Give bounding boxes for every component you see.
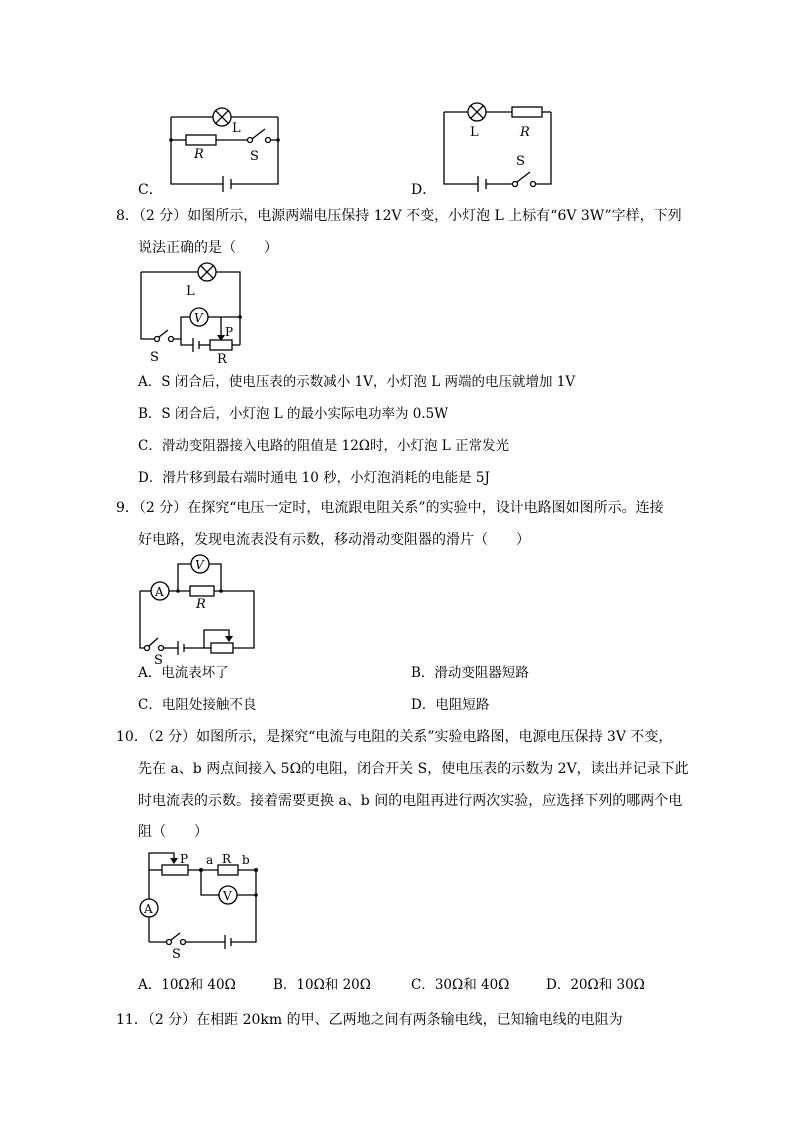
- rheostat-r-label: R: [217, 352, 227, 367]
- voltmeter-v-label: V: [223, 889, 232, 903]
- q10-option-d[interactable]: D．20Ω和 30Ω: [546, 977, 645, 993]
- resistor-r-label: R: [196, 597, 206, 612]
- point-b-label: b: [242, 853, 250, 867]
- slider-p-label: P: [225, 325, 234, 339]
- switch-s-label: S: [516, 154, 525, 169]
- switch-s-label: S: [250, 149, 259, 164]
- ammeter-a-label: A: [155, 585, 164, 599]
- option-c-label: C．: [138, 182, 163, 198]
- q10-stem-line1: 10．（2 分）如图所示，是探究“电流与电阻的关系”实验电路图，电源电压保持 3V 不变，: [116, 729, 673, 745]
- option-d-label: D．: [411, 182, 437, 198]
- voltmeter-v-label: V: [195, 558, 204, 572]
- point-a-label: a: [206, 853, 214, 867]
- slider-p-label: P: [180, 852, 189, 866]
- q9-option-d[interactable]: D．电阻短路: [411, 697, 490, 713]
- switch-s-label: S: [150, 350, 159, 365]
- q8-option-c[interactable]: C．滑动变阻器接入电路的阻值是 12Ω时，小灯泡 L 正常发光: [138, 438, 510, 454]
- lamp-l-label: L: [186, 284, 195, 299]
- resistor-r-label: R: [520, 125, 530, 140]
- q9-option-c[interactable]: C．电阻处接触不良: [138, 697, 257, 713]
- ammeter-a-label: A: [144, 902, 153, 916]
- switch-s-label: S: [154, 653, 163, 668]
- q10-option-a[interactable]: A．10Ω和 40Ω: [138, 977, 236, 993]
- q10-option-b[interactable]: B．10Ω和 20Ω: [273, 977, 371, 993]
- q9-option-a[interactable]: A．电流表坏了: [138, 665, 229, 681]
- lamp-l-label: L: [470, 125, 479, 140]
- q8-option-a[interactable]: A．S 闭合后，使电压表的示数减小 1V，小灯泡 L 两端的电压就增加 1V: [138, 374, 576, 390]
- q8-option-d[interactable]: D．滑片移到最右端时通电 10 秒，小灯泡消耗的电能是 5J: [138, 470, 490, 486]
- q9-option-b[interactable]: B．滑动变阻器短路: [411, 665, 529, 681]
- q10-option-c[interactable]: C．30Ω和 40Ω: [411, 977, 510, 993]
- resistor-r-label: R: [222, 852, 232, 866]
- q8-option-b[interactable]: B．S 闭合后，小灯泡 L 的最小实际电功率为 0.5W: [138, 406, 449, 422]
- switch-s-label: S: [172, 947, 181, 962]
- q8-stem-line2: 说法正确的是（ ）: [138, 240, 278, 256]
- q11-stem-line1: 11．（2 分）在相距 20km 的甲、乙两地之间有两条输电线，已知输电线的电阻为: [116, 1012, 623, 1028]
- q10-stem-line2: 先在 a、b 两点间接入 5Ω的电阻，闭合开关 S，使电压表的示数为 2V，读出并记录下此: [138, 761, 689, 777]
- q10-stem-line3: 时电流表的示数。接着需要更换 a、b 间的电阻再进行两次实验，应选择下列的哪两个电: [138, 793, 683, 809]
- q9-stem-line1: 9．（2 分）在探究“电压一定时，电流跟电阻关系”的实验中，设计电路图如图所示。连接: [116, 500, 664, 516]
- voltmeter-v-label: V: [194, 311, 203, 325]
- lamp-l-label: L: [232, 121, 241, 136]
- q9-stem-line2: 好电路，发现电流表没有示数，移动滑动变阻器的滑片（ ）: [138, 532, 530, 548]
- q10-stem-line4: 阻（ ）: [138, 824, 208, 840]
- q8-stem-line1: 8．（2 分）如图所示，电源两端电压保持 12V 不变，小灯泡 L 上标有“6V 3W”字样，下列: [116, 208, 682, 224]
- resistor-r-label: R: [194, 147, 204, 162]
